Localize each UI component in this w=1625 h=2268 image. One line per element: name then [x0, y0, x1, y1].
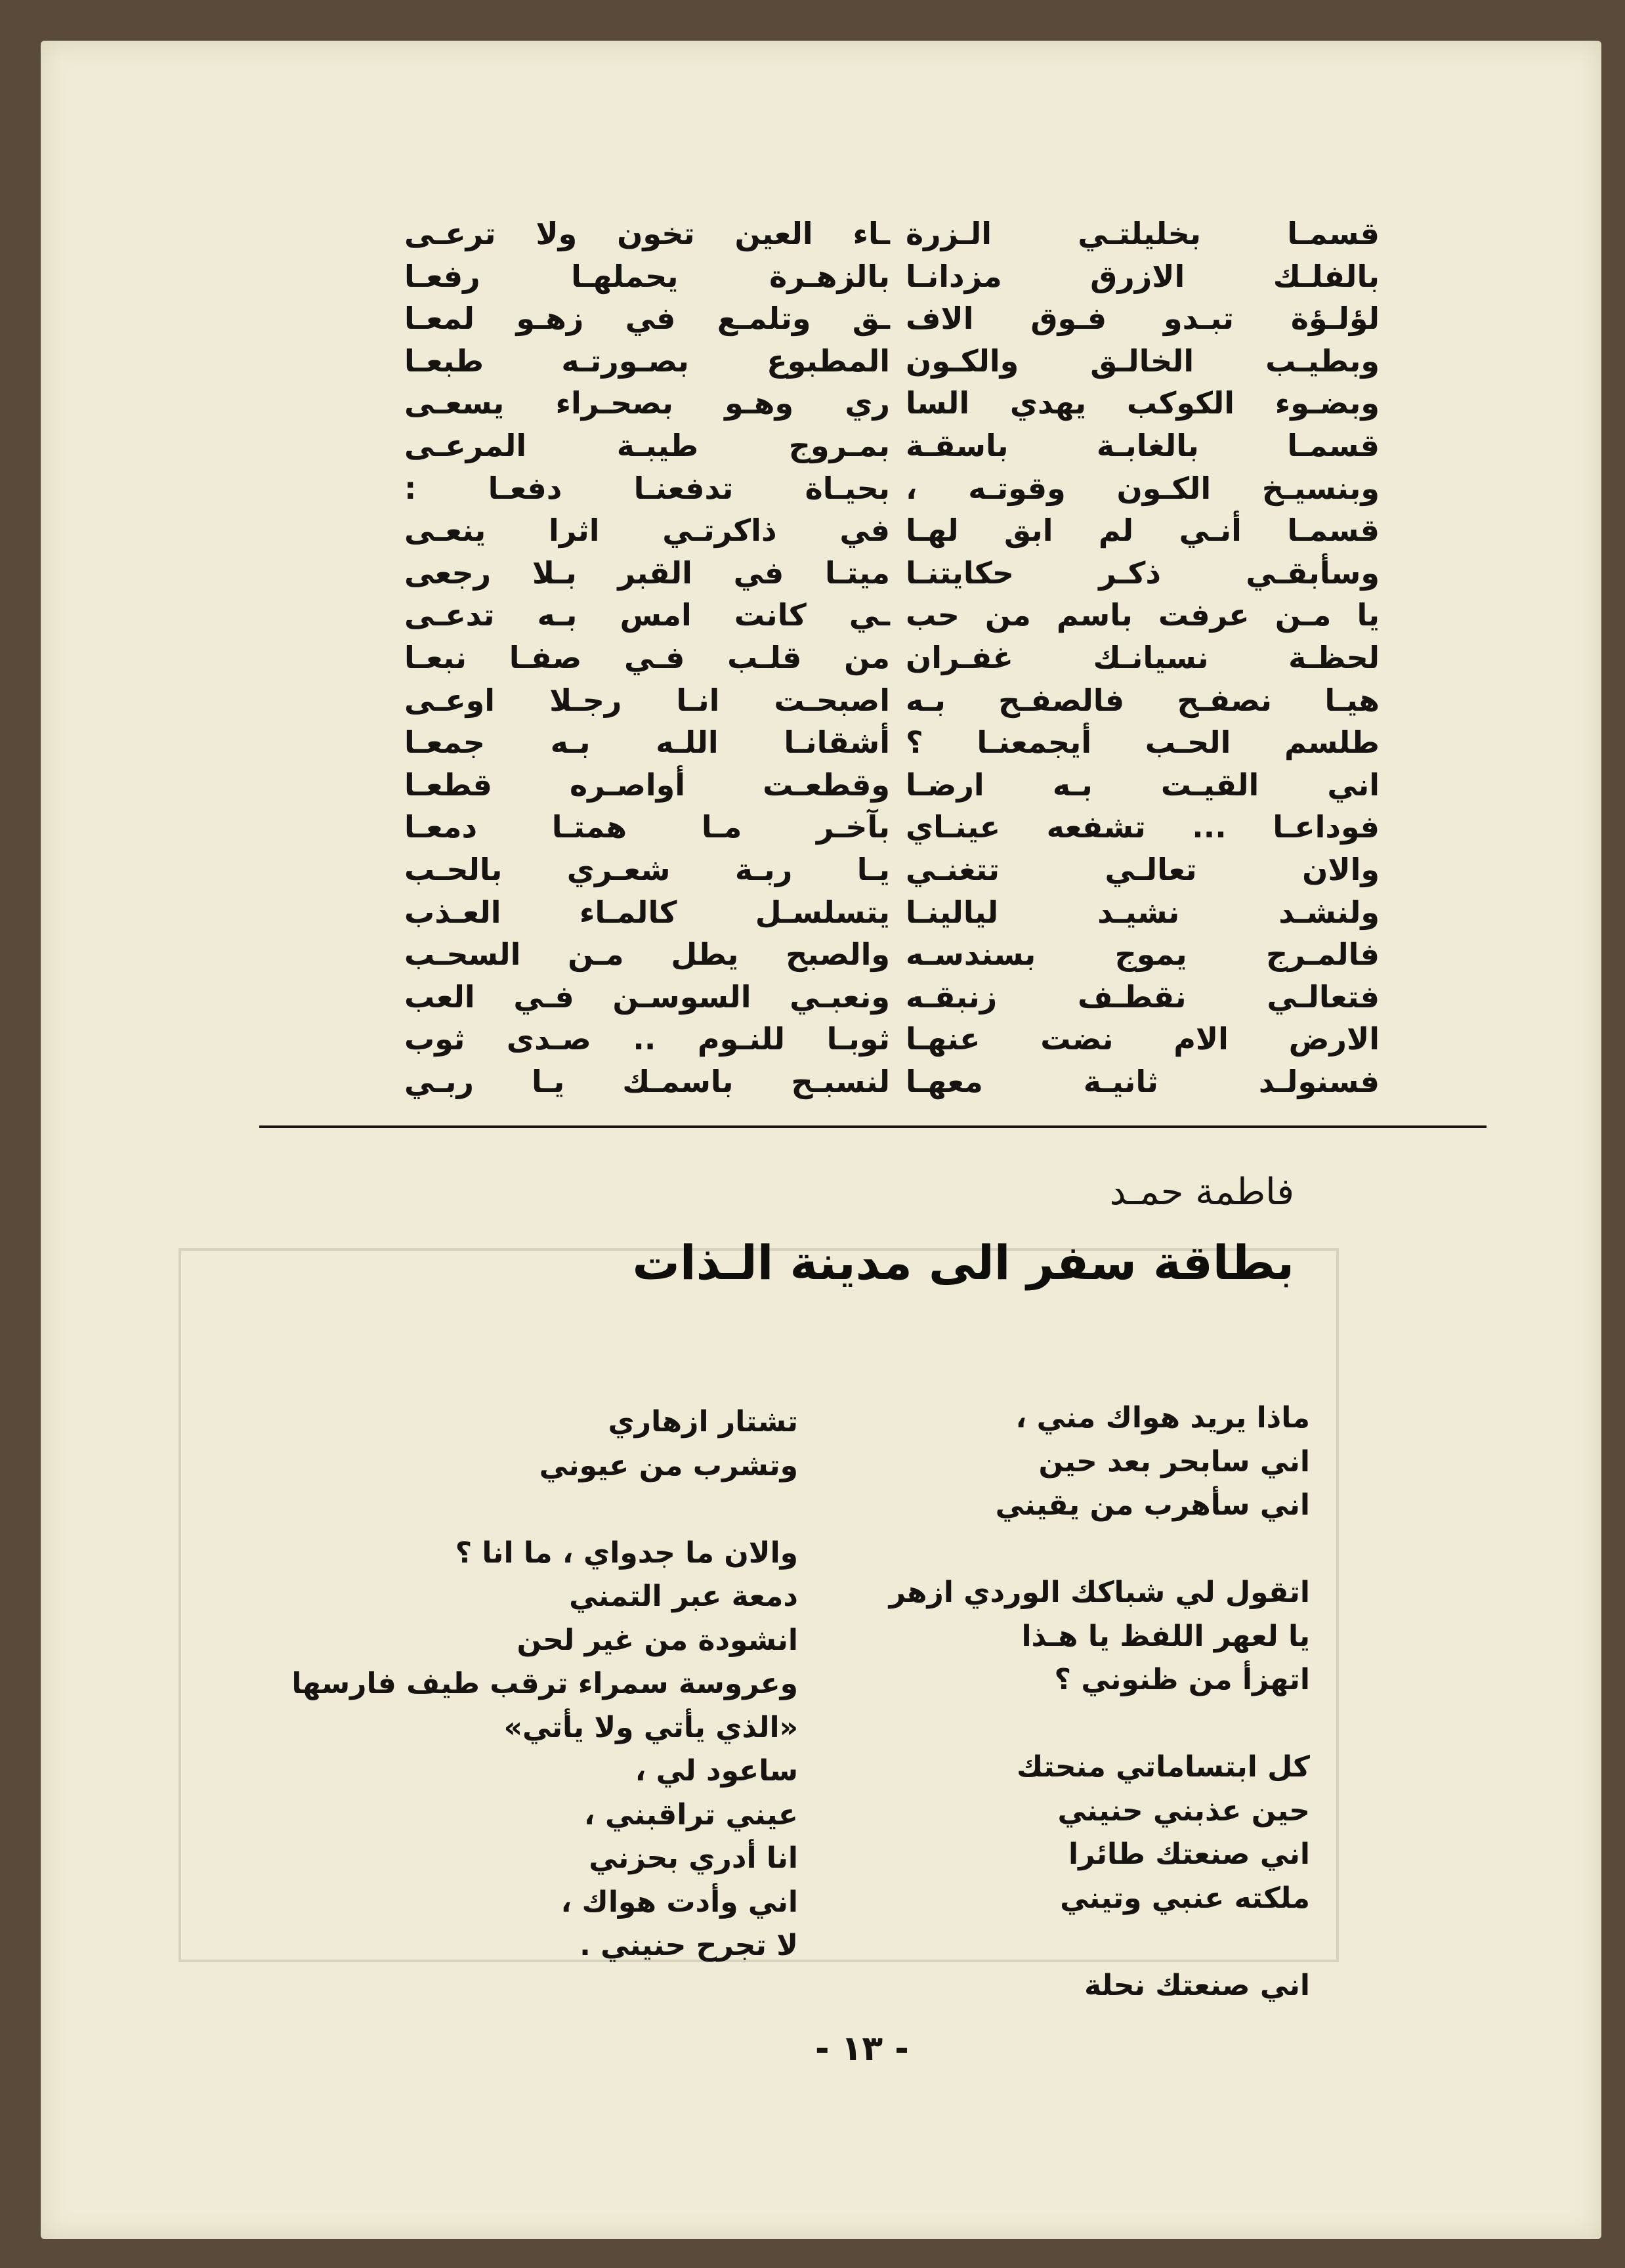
poem-line: قسمـا بالغابـة باسقـة: [906, 427, 1380, 463]
author-name: فاطمة حمـد: [1109, 1171, 1294, 1213]
poem-line: لؤلـؤة تبـدو فـوق الاف: [906, 301, 1380, 337]
verse-line: دمعة عبر التمني: [569, 1580, 798, 1613]
section-divider: [259, 1125, 1487, 1128]
verse-line: كل ابتساماتي منحتك: [1016, 1750, 1310, 1784]
verse-line: تشتار ازهاري: [608, 1405, 798, 1438]
verse-line: اني صنعتك طائرا: [1068, 1838, 1310, 1871]
verse-line: لا تجرح حنيني .: [580, 1929, 798, 1962]
verse-line: ملكته عنبي وتيني: [1060, 1881, 1310, 1915]
poem-right-column: [906, 213, 1380, 1102]
poem-line: بآخـر مـا همتـا دمعـا: [404, 809, 890, 845]
poem-line: ميتـا في القبر بـلا رجعى: [404, 555, 890, 591]
poem-line: وسأبقـي ذكـر حكايتنـا: [906, 555, 1380, 591]
poem-line: فوداعـا ... تشفعه عينـاي: [906, 809, 1380, 845]
poem-line: هيـا نصفـح فالصفـح بـه: [906, 682, 1380, 718]
verse-line: اني سابحر بعد حين: [1038, 1444, 1310, 1479]
verse-line: «الذي يأتي ولا يأتي»: [503, 1710, 798, 1744]
verse-line: [889, 1920, 1310, 1964]
verse-line: يا لعهر اللفظ يا هـذا: [1021, 1619, 1310, 1653]
poem-line: يتسلسـل كالمـاء العـذب: [404, 894, 890, 930]
poem-line: وقطعـت أواصـره قطعـا: [404, 766, 890, 803]
poem-line: وبضـوء الكوكب يهدي السا: [906, 385, 1380, 421]
verse-line: اتهزأ من ظنوني ؟: [1054, 1663, 1310, 1696]
poem-line: لنسبـح باسمـك يـا ربـي: [404, 1063, 890, 1099]
verse-line: اتقول لي شباكك الوردي ازهر: [889, 1576, 1310, 1609]
poem-line: فالمـرج يموج بسندسـه: [906, 936, 1380, 973]
poem-line: اني القيـت بـه ارضـا: [906, 766, 1380, 803]
poem-line: المطبوع بصـورتـه طبعـا: [404, 343, 890, 379]
poem-line: اصبحـت انـا رجـلا اوعـى: [404, 682, 890, 718]
poem-line: لحظـة نسيانـك غفـران: [906, 639, 1380, 675]
poem-line: بحيـاة تدفعنـا دفعـا :: [404, 470, 890, 506]
poem-line: أشقانـا اللـه بـه جمعـا: [404, 724, 890, 761]
poem-line: ونعبـي السوسـن فـي العب: [404, 978, 890, 1015]
poem-line: ري وهـو بصحـراء يسعـى: [404, 385, 890, 421]
verse-line: ماذا يريد هواك مني ،: [1015, 1401, 1310, 1435]
poem-line: فتعالـي نقطـف زنبقـه: [906, 978, 1380, 1015]
free-verse-left-column: [291, 1400, 798, 1968]
verse-line: [889, 1528, 1310, 1572]
page-number: - ١٣ -: [815, 2029, 909, 2068]
poem-line: فسنولـد ثانيـة معهـا: [906, 1063, 1380, 1099]
poem-line: وبطيـب الخالـق والكـون: [906, 343, 1380, 379]
poem-title: بطاقة سفر الى مدينة الـذات: [632, 1235, 1294, 1290]
verse-line: عيني تراقبني ،: [583, 1797, 798, 1832]
free-verse-right-column: [889, 1396, 1310, 2007]
poem-line: ولنشـد نشيـد ليالينـا: [906, 894, 1380, 930]
poem-line: بالفلـك الازرق مزدانـا: [906, 258, 1380, 294]
poem-line: ثوبـا للنـوم .. صـدى ثوب: [404, 1021, 890, 1057]
verse-line: والان ما جدواي ، ما انا ؟: [455, 1536, 798, 1570]
poem-line: من قلـب فـي صفـا نبعـا: [404, 639, 890, 675]
poem-line: الارض الام نضت عنهـا: [906, 1021, 1380, 1057]
poem-line: قسمـا أنـي لم ابق لهـا: [906, 513, 1380, 549]
poem-line: ـي كانت امس بـه تدعـى: [404, 597, 890, 633]
verse-line: انشودة من غير لحن: [517, 1623, 798, 1657]
poem-line: والصبح يطل مـن السحـب: [404, 936, 890, 973]
poem-line: ـاء العين تخون ولا ترعـى: [404, 216, 890, 251]
verse-line: حين عذبني حنيني: [1057, 1794, 1310, 1828]
verse-line: اني صنعتك نحلة: [1084, 1968, 1310, 2002]
verse-line: وعروسة سمراء ترقب طيف فارسها: [291, 1667, 798, 1700]
poem-line: ـق وتلمـع في زهـو لمعـا: [404, 301, 890, 337]
poem-line: بالزهـرة يحملهـا رفعـا: [404, 258, 890, 294]
verse-line: وتشرب من عيوني: [539, 1448, 798, 1482]
verse-line: اني سأهرب من يقيني: [995, 1488, 1310, 1522]
poem-line: في ذاكرتـي اثرا ينعـى: [404, 513, 890, 549]
verse-line: ساعود لي ،: [635, 1754, 798, 1788]
verse-line: انا أدري بحزني: [589, 1841, 798, 1875]
poem-left-column: [404, 213, 890, 1102]
verse-line: [889, 1702, 1310, 1746]
journal-page: [41, 41, 1601, 2239]
verse-line: اني وأدت هواك ،: [560, 1885, 798, 1919]
poem-line: والان تعالـي تتغنـي: [906, 851, 1380, 887]
poem-line: طلسم الحـب أيجمعنـا ؟: [906, 724, 1380, 761]
poem-line: قسمـا بخليلتـي الـزرة: [906, 216, 1380, 251]
verse-line: [291, 1488, 798, 1532]
poem-line: يـا ربـة شعـري بالحـب: [404, 851, 890, 887]
poem-line: وبنسيـخ الكـون وقوتـه ،: [906, 470, 1380, 506]
poem-line: بمـروج طيبـة المرعـى: [404, 427, 890, 463]
poem-line: يا مـن عرفت باسم من حب: [906, 597, 1380, 633]
